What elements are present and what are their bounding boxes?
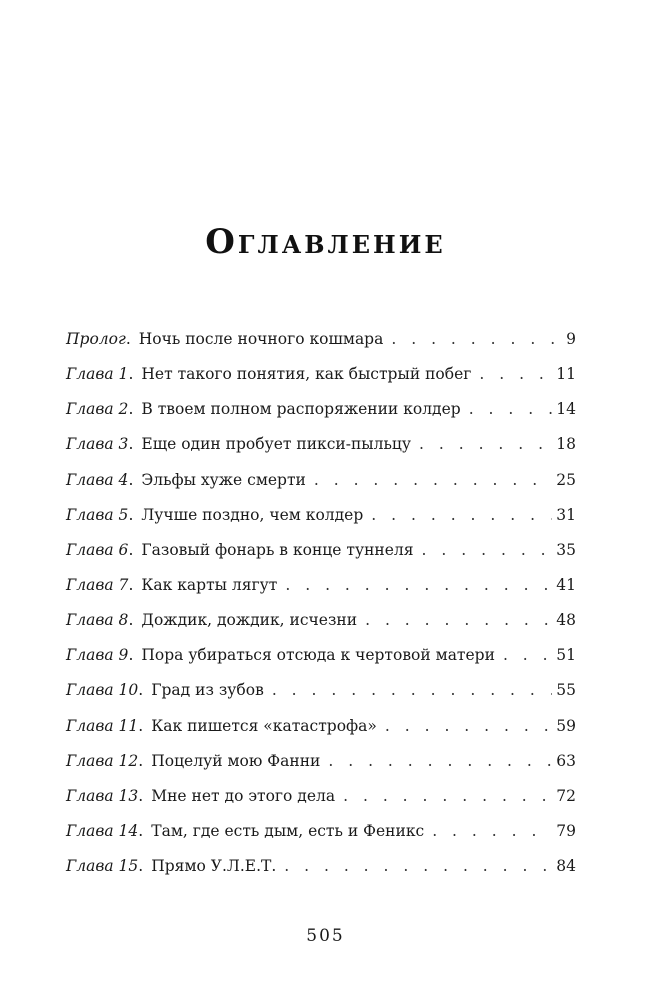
entry-page: 9	[566, 330, 576, 348]
entry-label: Глава 6	[66, 540, 129, 559]
entry-title: Там, где есть дым, есть и Феникс	[151, 821, 425, 840]
entry-label: Глава 7	[66, 575, 129, 594]
toc-entry: Глава 4 . Эльфы хуже смерти . . . 25	[66, 471, 576, 506]
entry-page: 72	[556, 786, 576, 805]
entry-label: Глава 15	[66, 857, 139, 876]
entry-page: 79	[556, 821, 576, 840]
entry-label: Глава 13	[66, 786, 139, 805]
leader-dots	[272, 681, 552, 699]
entry-label: Глава 3	[66, 435, 129, 454]
entry-page: 18	[556, 435, 576, 454]
toc-entry: Глава 14 . Там, где есть дым, есть и Феникс . . . 79	[66, 822, 576, 857]
leader-dots	[391, 330, 562, 348]
entry-page: 25	[556, 470, 576, 489]
entry-label: Глава 2	[66, 400, 129, 419]
leader-dots	[422, 541, 553, 559]
entry-label: Глава 9	[66, 646, 129, 665]
leader-dots	[419, 435, 552, 453]
entry-label: Глава 4	[66, 470, 129, 489]
toc-entry: Глава 11 . Как пишется «катастрофа» . . . 59	[66, 717, 576, 752]
leader-dots	[284, 857, 552, 875]
leader-dots	[371, 506, 552, 524]
entry-label: Глава 5	[66, 505, 129, 524]
entry-label: Глава 12	[66, 751, 139, 770]
leader-dots	[432, 822, 552, 840]
leader-dots	[365, 611, 552, 629]
toc-entry: Глава 1 . Нет такого понятия, как быстрый побег . . . 11	[66, 365, 576, 400]
leader-dots	[469, 400, 553, 418]
entry-label: Глава 14	[66, 821, 139, 840]
entry-title: Мне нет до этого дела	[151, 786, 336, 805]
toc-entry: Глава 2 . В твоем полном распоряжении колдер . . . 14	[66, 400, 576, 435]
entry-title: Газовый фонарь в конце туннеля	[141, 540, 414, 559]
entry-page: 51	[556, 646, 576, 665]
toc-entry: Глава 10 . Град из зубов . . . 55	[66, 681, 576, 716]
toc-entry: Глава 12 . Поцелуй мою Фанни . . . 63	[66, 752, 576, 787]
leader-dots	[285, 576, 552, 594]
entry-label: Глава 8	[66, 611, 129, 630]
entry-label: Пролог	[66, 330, 126, 348]
entry-label: Глава 11	[66, 716, 139, 735]
entry-title: Дождик, дождик, исчезни	[141, 611, 358, 630]
entry-page: 14	[556, 400, 576, 419]
leader-dots	[343, 787, 552, 805]
toc-entry: Пролог . Ночь после ночного кошмара . . . 9	[66, 330, 576, 365]
leader-dots	[479, 365, 552, 383]
entry-title: Ночь после ночного кошмара	[138, 330, 384, 348]
entry-page: 55	[556, 681, 576, 700]
toc-entry: Глава 5 . Лучше поздно, чем колдер . . . 31	[66, 506, 576, 541]
entry-title: Как пишется «катастрофа»	[151, 716, 377, 735]
entry-page: 31	[556, 505, 576, 524]
entry-page: 59	[556, 716, 576, 735]
entry-label: Глава 10	[66, 681, 139, 700]
toc-entry: Глава 13 . Мне нет до этого дела . . . 72	[66, 787, 576, 822]
page-title: Оглавление	[205, 222, 446, 262]
entry-page: 84	[556, 857, 576, 876]
toc-entry: Глава 9 . Пора убираться отсюда к чертовой матери . . . 51	[66, 646, 576, 681]
entry-page: 35	[556, 540, 576, 559]
entry-title: Пора убираться отсюда к чертовой матери	[141, 646, 495, 665]
entry-label: Глава 1	[66, 365, 129, 384]
entry-title: Прямо У.Л.Е.Т.	[151, 857, 277, 876]
entry-title: Нет такого понятия, как быстрый побег	[141, 365, 472, 384]
entry-page: 11	[556, 365, 576, 384]
entry-page: 48	[556, 611, 576, 630]
leader-dots	[385, 717, 552, 735]
entry-title: Еще один пробует пикси-пыльцу	[141, 435, 412, 454]
toc-entry: Глава 7 . Как карты лягут . . . 41	[66, 576, 576, 611]
entry-title: Эльфы хуже смерти	[141, 470, 306, 489]
entry-page: 63	[556, 751, 576, 770]
leader-dots	[314, 471, 552, 489]
leader-dots	[328, 752, 552, 770]
entry-title: Лучше поздно, чем колдер	[141, 505, 364, 524]
toc-entry: Глава 8 . Дождик, дождик, исчезни . . . 48	[66, 611, 576, 646]
page-number: 505	[306, 926, 345, 946]
entry-title: В твоем полном распоряжении колдер	[141, 400, 461, 419]
toc-entry: Глава 3 . Еще один пробует пикси-пыльцу . . . 18	[66, 435, 576, 470]
entry-title: Поцелуй мою Фанни	[151, 751, 321, 770]
leader-dots	[503, 646, 552, 664]
table-of-contents	[66, 330, 576, 892]
entry-page: 41	[556, 575, 576, 594]
toc-entry: Глава 6 . Газовый фонарь в конце туннеля . . . 35	[66, 541, 576, 576]
toc-entry: Глава 15 . Прямо У.Л.Е.Т. . . . 84	[66, 857, 576, 892]
entry-title: Как карты лягут	[141, 575, 278, 594]
entry-title: Град из зубов	[151, 681, 264, 700]
